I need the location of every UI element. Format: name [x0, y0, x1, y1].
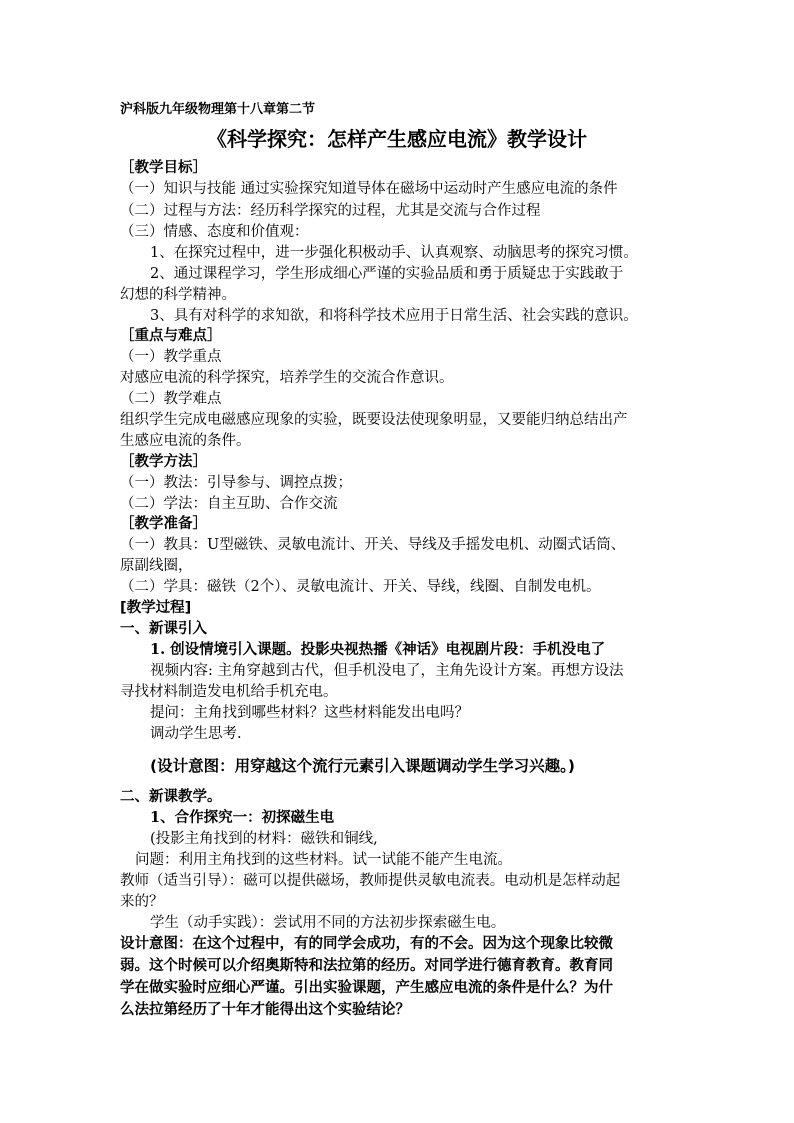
subsection-heading: 二、新课教学。 — [120, 789, 222, 805]
key-point-line: 组织学生完成电磁感应现象的实验，既要设法使现象明显，又要能归纳总结出产 — [120, 412, 628, 428]
process-line: 问题：利用主角找到的这些材料。试一试能不能产生电流。 — [135, 852, 512, 868]
section-heading-process: [教学过程] — [120, 600, 192, 616]
process-line: (投影主角找到的材料：磁铁和铜线, — [150, 831, 378, 847]
process-line: 提问：主角找到哪些材料？这些材料能发出电吗？ — [150, 705, 469, 721]
objective-line: 幻想的科学精神。 — [120, 287, 236, 303]
objective-line: 3、具有对科学的求知欲，和将科学技术应用于日常生活、社会实践的意识。 — [150, 308, 638, 324]
preparation-line: （二）学具：磁铁（2个）、灵敏电流计、开关、导线，线圈、自制发电机。 — [120, 579, 601, 595]
series-label: 沪科版九年级物理第十八章第二节 — [120, 102, 316, 117]
design-intent-paragraph: 么法拉第经历了十年才能得出这个实验结论？ — [120, 1001, 410, 1018]
objective-line: （一）知识与技能 通过实验探究知道导体在磁场中运动时产生感应电流的条件 — [120, 181, 618, 197]
process-line: 来的？ — [120, 894, 164, 910]
section-heading-preparation: ［教学准备］ — [120, 516, 207, 532]
design-intent-note: (设计意图：用穿越这个流行元素引入课题调动学生学习兴趣。) — [150, 757, 575, 775]
key-point-line: 生感应电流的条件。 — [120, 433, 251, 449]
objective-line: 1、在探究过程中，进一步强化积极动手、认真观察、动脑思考的探究习惯。 — [150, 245, 638, 261]
preparation-line: （一）教具：U型磁铁、灵敏电流计、开关、导线及手摇发电机、动圈式话筒、 — [120, 537, 626, 553]
design-intent-paragraph: 弱。这个时候可以介绍奥斯特和法拉第的经历。对同学进行德育教育。教育同 — [120, 957, 613, 974]
design-intent-paragraph: 设计意图：在这个过程中，有的同学会成功，有的不会。因为这个现象比较微 — [120, 935, 613, 952]
section-heading-objectives: ［教学目标］ — [120, 160, 207, 176]
method-line: （二）学法：自主互助、合作交流 — [120, 496, 338, 512]
section-heading-methods: ［教学方法］ — [120, 454, 207, 470]
design-intent-paragraph: 学在做实验时应细心严谨。引出实验课题，产生感应电流的条件是什么？为什 — [120, 979, 613, 996]
process-step: 1. 创设情境引入课题。投影央视热播《神话》电视剧片段：手机没电了 — [150, 641, 606, 658]
subsection-heading: 一、新课引入 — [120, 621, 207, 637]
process-line: 教师（适当引导）：磁可以提供磁场，教师提供灵敏电流表。电动机是怎样动起 — [120, 873, 621, 889]
process-line: 调动学生思考. — [150, 726, 242, 742]
process-step: 1、合作探究一：初探磁生电 — [150, 809, 335, 826]
page-title: 《科学探究：怎样产生感应电流》教学设计 — [207, 127, 587, 151]
objective-line: 2、通过课程学习，学生形成细心严谨的实验品质和勇于质疑忠于实践敢于 — [150, 266, 624, 282]
preparation-line: 原副线圈， — [120, 558, 193, 574]
objective-line: （三）情感、态度和价值观： — [120, 224, 309, 240]
section-heading-key-points: ［重点与难点］ — [120, 328, 222, 344]
key-point-line: （一）教学重点 — [120, 349, 222, 365]
method-line: （一）教法：引导参与、调控点拨； — [120, 475, 352, 491]
process-line: 学生（动手实践）：尝试用不同的方法初步探索磁生电。 — [150, 915, 506, 931]
process-line: 寻找材料制造发电机给手机充电。 — [120, 684, 338, 700]
process-line: 视频内容: 主角穿越到古代，但手机没电了，主角先设计方案。再想方设法 — [150, 663, 624, 679]
objective-line: （二）过程与方法：经历科学探究的过程，尤其是交流与合作过程 — [120, 203, 541, 219]
key-point-line: 对感应电流的科学探究，培养学生的交流合作意识。 — [120, 370, 454, 386]
key-point-line: （二）教学难点 — [120, 391, 222, 407]
